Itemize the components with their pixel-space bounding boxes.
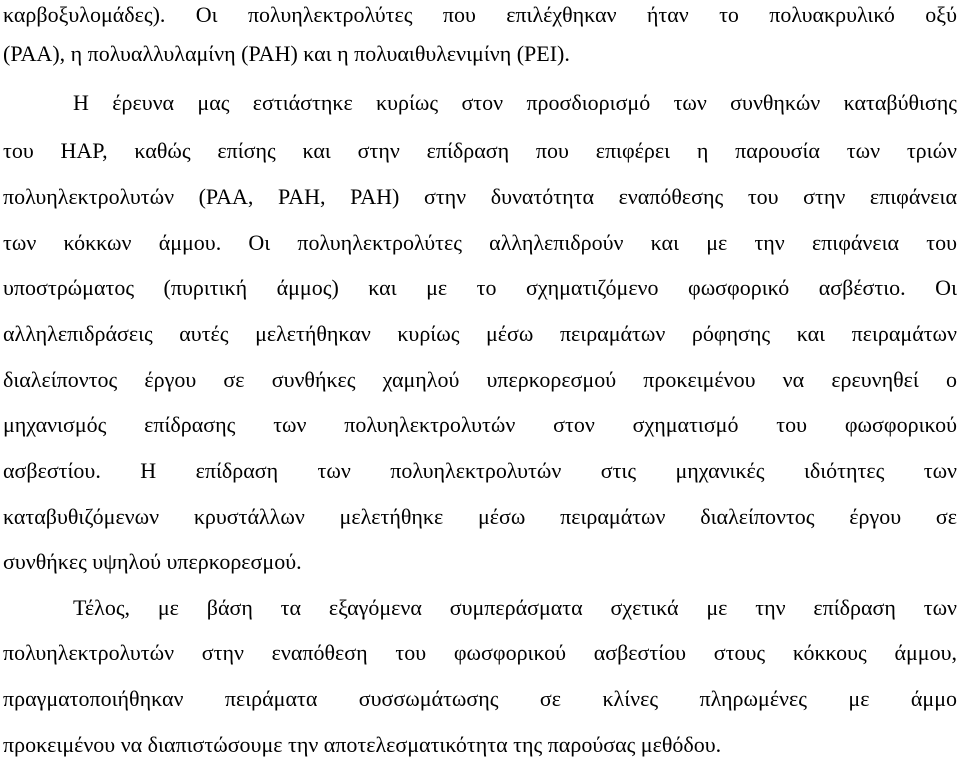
text-line: υποστρώματος (πυριτική άμμος) και με το σχηματιζόμενο φωσφορικό ασβέστιο. Οι: [3, 275, 957, 300]
text-line: Τέλος, με βάση τα εξαγόμενα συμπεράσματα σχετικά με την επίδραση των: [73, 595, 957, 620]
text-line: Η έρευνα μας εστιάστηκε κυρίως στον προσδιορισμό των συνθηκών καταβύθισης: [73, 90, 957, 115]
text-line: συνθήκες υψηλού υπερκορεσμού.: [3, 549, 302, 574]
text-line: ασβεστίου. Η επίδραση των πολυηλεκτρολυτών στις μηχανικές ιδιότητες των: [3, 458, 957, 483]
text-line: πραγματοποιήθηκαν πειράματα συσσωμάτωσης σε κλίνες πληρωμένες με άμμο: [3, 686, 957, 711]
text-line: αλληλεπιδράσεις αυτές μελετήθηκαν κυρίως μέσω πειραμάτων ρόφησης και πειραμάτων: [3, 321, 957, 346]
text-line: προκειμένου να διαπιστώσουμε την αποτελεσματικότητα της παρούσας μεθόδου.: [3, 732, 722, 757]
text-line: των κόκκων άμμου. Οι πολυηλεκτρολύτες αλληλεπιδρούν και με την επιφάνεια του: [3, 230, 957, 255]
text-line: πολυηλεκτρολυτών (PAA, PAH, PAH) στην δυνατότητα εναπόθεσης του στην επιφάνεια: [3, 184, 957, 209]
text-line: μηχανισμός επίδρασης των πολυηλεκτρολυτών στον σχηματισμό του φωσφορικού: [3, 412, 957, 437]
text-line: (PAA), η πολυαλλυλαμίνη (PAH) και η πολυαιθυλενιμίνη (PEI).: [3, 41, 570, 66]
text-line: καρβοξυλομάδες). Οι πολυηλεκτρολύτες που επιλέχθηκαν ήταν το πολυακρυλικό οξύ: [3, 2, 957, 27]
text-line: πολυηλεκτρολυτών στην εναπόθεση του φωσφορικού ασβεστίου στους κόκκους άμμου,: [3, 640, 957, 665]
text-line: καταβυθιζόμενων κρυστάλλων μελετήθηκε μέσω πειραμάτων διαλείποντος έργου σε: [3, 504, 957, 529]
text-line: διαλείποντος έργου σε συνθήκες χαμηλού υπερκορεσμού προκειμένου να ερευνηθεί ο: [3, 367, 957, 392]
text-line: του HAP, καθώς επίσης και στην επίδραση που επιφέρει η παρουσία των τριών: [3, 138, 957, 163]
